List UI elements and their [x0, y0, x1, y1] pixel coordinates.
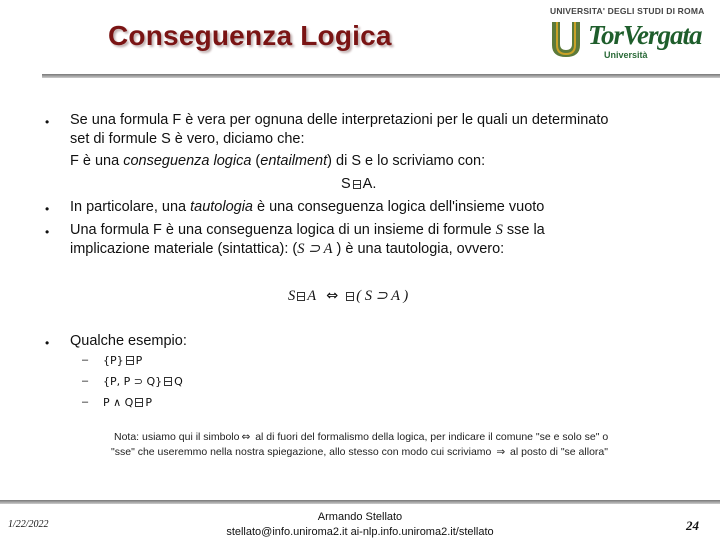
dash-icon: – — [82, 396, 89, 408]
note-line-1: Nota: usiamo qui il simbolo ⇔ al di fuori del formalismo della logica, per indicare il comune "se e solo se" o — [114, 431, 609, 443]
entailment-icon — [164, 377, 172, 386]
entailment-icon — [126, 356, 134, 365]
entailment-icon — [135, 398, 143, 407]
bullet-icon: • — [45, 202, 50, 216]
footer-author: Armando Stellato — [317, 511, 403, 523]
top-divider — [42, 74, 720, 78]
dash-icon: – — [82, 354, 89, 366]
example-3: P ∧ Q P — [103, 396, 152, 409]
logo-top-text: UNIVERSITA' DEGLI STUDI DI ROMA — [550, 6, 705, 16]
bullet-3-line-2: implicazione materiale (sintattica): (S ⊃ A ) è una tautologia, ovvero: — [70, 241, 505, 257]
slide-title: Conseguenza Logica — [108, 20, 392, 51]
bottom-divider — [0, 500, 720, 504]
entailment-formula: S A. — [341, 176, 377, 192]
bullet-1-line-3: F è una conseguenza logica (entailment) di S e lo scriviamo con: — [70, 153, 486, 169]
logo-sub: Università — [604, 50, 648, 60]
note-line-2: "sse" che useremmo nella nostra spiegazione, allo stesso con modo cui scriviamo ⇒ al posto di "se allora" — [111, 446, 608, 458]
dash-icon: – — [82, 375, 89, 387]
footer-author-block — [210, 510, 510, 540]
bullet-icon: • — [45, 225, 50, 239]
footer-date: 1/22/2022 — [8, 519, 49, 530]
bullet-1-line-2: set di formule S è vero, diciamo che: — [70, 131, 305, 147]
tautology-formula: S A ⇔ ( S ⊃ A ) — [288, 288, 409, 304]
entailment-icon — [297, 292, 305, 301]
university-logo — [544, 6, 714, 62]
bullet-2: In particolare, una tautologia è una conseguenza logica dell'insieme vuoto — [70, 199, 545, 215]
example-2: {P, P ⊃ Q} Q — [103, 375, 183, 388]
example-1: {P} P — [103, 354, 143, 367]
page-number: 24 — [686, 518, 699, 533]
entailment-icon — [346, 292, 354, 301]
bullet-1-line-1: Se una formula F è vera per ognuna delle interpretazioni per le quali un determinato — [70, 112, 609, 128]
logo-mark-icon — [546, 18, 586, 58]
footer-contact: stellato@info.uniroma2.it ai-nlp.info.uniroma2.it/stellato — [226, 526, 494, 538]
bullet-4: Qualche esempio: — [70, 333, 187, 349]
bullet-icon: • — [45, 115, 50, 129]
logo-name: TorVergata — [588, 20, 702, 50]
bullet-3-line-1: Una formula F è una conseguenza logica di un insieme di formule S sse la — [70, 222, 545, 238]
entailment-icon — [353, 180, 361, 189]
bullet-icon: • — [45, 336, 50, 350]
